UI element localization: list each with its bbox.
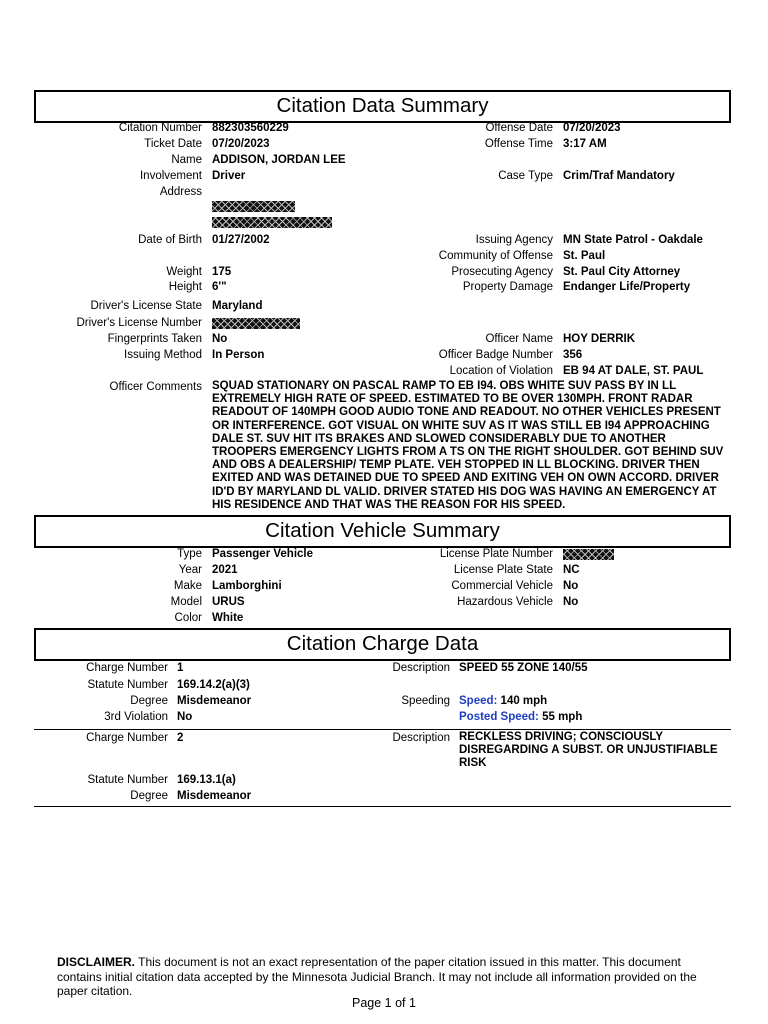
section-title: Citation Charge Data (286, 632, 479, 655)
prosecuting-agency-value: St. Paul City Attorney (563, 266, 681, 278)
community-value: St. Paul (563, 250, 606, 262)
statute-value: 169.14.2(a)(3) (177, 679, 250, 691)
dl-state-label: Driver's License State (90, 300, 202, 312)
vehicle-color-value: White (212, 612, 244, 624)
degree-value: Misdemeanor (177, 695, 252, 707)
height-label: Height (168, 281, 202, 293)
statute-label: Statute Number (87, 679, 168, 691)
description-label: Description (392, 662, 450, 674)
description-value: RECKLESS DRIVING; CONSCIOUSLY DISREGARDING A SUBST. OR UNJUSTIFIABLE RISK (459, 731, 718, 769)
hazardous-label: Hazardous Vehicle (457, 596, 553, 608)
third-violation-value: No (177, 711, 193, 723)
charge-divider (34, 806, 731, 807)
vehicle-model-value: URUS (212, 596, 245, 608)
property-damage-label: Property Damage (462, 281, 553, 293)
offense-date-label: Offense Date (485, 122, 553, 134)
officer-name-label: Officer Name (485, 333, 553, 345)
prosecuting-agency-label: Prosecuting Agency (451, 266, 553, 278)
degree-value: Misdemeanor (177, 790, 252, 802)
disclaimer-text: This document is not an exact representation of the paper citation issued in this matter. This document contains initial citation data accepted by the Minnesota Judicial Branch. It may not include all information provided on the paper citation. (57, 955, 697, 998)
charge-number-value: 1 (177, 662, 184, 674)
speed-row (459, 694, 547, 708)
citation-number-label: Citation Number (118, 122, 202, 134)
charge-divider (34, 729, 731, 730)
officer-comments-text: SQUAD STATIONARY ON PASCAL RAMP TO EB I94. OBS WHITE SUV PASS BY IN LL EXTREMELY HIGH RATE OF SPEED. ESTIMATED TO BE OVER 130MPH. FRONT RADAR READOUT OF 140MPH GOOD AUDIO TONE AND READOUT. NO OTHER VEHICLES PRESENT OR INTERFERENCE. GOT VISUAL ON WHITE SUV AS IT WAS STILL EB I94 APPROACHING DALE ST. SUV HIT ITS BRAKES AND SLOWED CONSIDERABLY DUE TO ANOTHER TROOPERS EMERGENCY LIGHTS FROM A TS ON THE RIGHT SHOULDER. GOT BEHIND SUV AND OBS A DEALERSHIP/ TEMP PLATE. VEH STOPPED IN LL BLOCKING. DRIVER THEN EXITED AND WAS DETAINED DUE TO SPEED AND EXITING VEH ON OWN ACCORD. DRIVER ID'D BY MARYLAND DL VALID. DRIVER STATED HIS DOG WAS HAVING AN EMERGENCY AT HIS RESIDENCE AND THAT WAS THE REASON FOR HIS SPEED. (212, 380, 724, 511)
height-value: 6'" (212, 281, 227, 293)
degree-label: Degree (130, 790, 168, 802)
redacted-address-line-1 (212, 201, 295, 212)
plate-number-label: License Plate Number (439, 548, 553, 560)
speed-value: 140 mph (500, 695, 548, 707)
vehicle-make-label: Make (173, 580, 202, 592)
issuing-method-label: Issuing Method (124, 349, 202, 361)
officer-comments-label: Officer Comments (109, 381, 202, 393)
vehicle-year-label: Year (178, 564, 202, 576)
degree-label: Degree (130, 695, 168, 707)
speed-label: Speed: (459, 695, 498, 707)
commercial-value: No (563, 580, 579, 592)
plate-state-value: NC (563, 564, 580, 576)
ticket-date-value: 07/20/2023 (212, 138, 270, 150)
weight-label: Weight (166, 266, 202, 278)
hazardous-value: No (563, 596, 579, 608)
fingerprints-value: No (212, 333, 228, 345)
badge-label: Officer Badge Number (438, 349, 553, 361)
charge-number-label: Charge Number (86, 662, 168, 674)
posted-speed-label: Posted Speed: (459, 711, 539, 723)
case-type-label: Case Type (498, 170, 553, 182)
dl-state-value: Maryland (212, 300, 263, 312)
disclaimer-heading: DISCLAIMER. (57, 955, 135, 969)
charge-number-label: Charge Number (86, 732, 168, 744)
location-label: Location of Violation (449, 365, 553, 377)
vehicle-type-label: Type (177, 548, 202, 560)
fingerprints-label: Fingerprints Taken (107, 333, 202, 345)
vehicle-color-label: Color (174, 612, 202, 624)
vehicle-type-value: Passenger Vehicle (212, 548, 314, 560)
plate-state-label: License Plate State (453, 564, 553, 576)
involvement-value: Driver (212, 170, 246, 182)
badge-value: 356 (563, 349, 583, 361)
issuing-method-value: In Person (212, 349, 265, 361)
page-number: Page 1 of 1 (352, 996, 416, 1010)
officer-name-value: HOY DERRIK (563, 333, 635, 345)
name-value: ADDISON, JORDAN LEE (212, 154, 346, 166)
third-violation-label: 3rd Violation (104, 711, 168, 723)
property-damage-value: Endanger Life/Property (563, 281, 691, 293)
vehicle-model-label: Model (170, 596, 202, 608)
posted-speed-value: 55 mph (542, 711, 583, 723)
offense-date-value: 07/20/2023 (563, 122, 621, 134)
citation-number-value: 882303560229 (212, 122, 289, 134)
dob-label: Date of Birth (138, 234, 202, 246)
section-title: Citation Data Summary (276, 94, 489, 117)
speeding-label: Speeding (401, 695, 450, 707)
section-title: Citation Vehicle Summary (265, 519, 500, 542)
case-type-value: Crim/Traf Mandatory (563, 170, 675, 182)
location-value: EB 94 AT DALE, ST. PAUL (563, 365, 704, 377)
issuing-agency-label: Issuing Agency (475, 234, 553, 246)
redacted-plate-number (563, 549, 614, 560)
issuing-agency-value: MN State Patrol - Oakdale (563, 234, 703, 246)
name-label: Name (171, 154, 202, 166)
statute-value: 169.13.1(a) (177, 774, 236, 786)
ticket-date-label: Ticket Date (144, 138, 202, 150)
vehicle-make-value: Lamborghini (212, 580, 282, 592)
redacted-address-line-2 (212, 217, 332, 228)
commercial-label: Commercial Vehicle (451, 580, 553, 592)
disclaimer (57, 955, 697, 999)
description-value: SPEED 55 ZONE 140/55 (459, 662, 588, 674)
address-label: Address (159, 186, 202, 198)
dob-value: 01/27/2002 (212, 234, 270, 246)
vehicle-year-value: 2021 (212, 564, 238, 576)
statute-label: Statute Number (87, 774, 168, 786)
citation-vehicle-summary-header (34, 515, 731, 548)
community-label: Community of Offense (438, 250, 553, 262)
citation-charge-data-header (34, 628, 731, 661)
offense-time-value: 3:17 AM (563, 138, 607, 150)
weight-value: 175 (212, 266, 232, 278)
posted-speed-row (459, 710, 582, 724)
offense-time-label: Offense Time (484, 138, 553, 150)
citation-data-summary-header (34, 90, 731, 123)
redacted-dl-number (212, 318, 300, 329)
description-label: Description (392, 732, 450, 744)
charge-number-value: 2 (177, 732, 184, 744)
dl-number-label: Driver's License Number (76, 317, 202, 329)
involvement-label: Involvement (139, 170, 202, 182)
